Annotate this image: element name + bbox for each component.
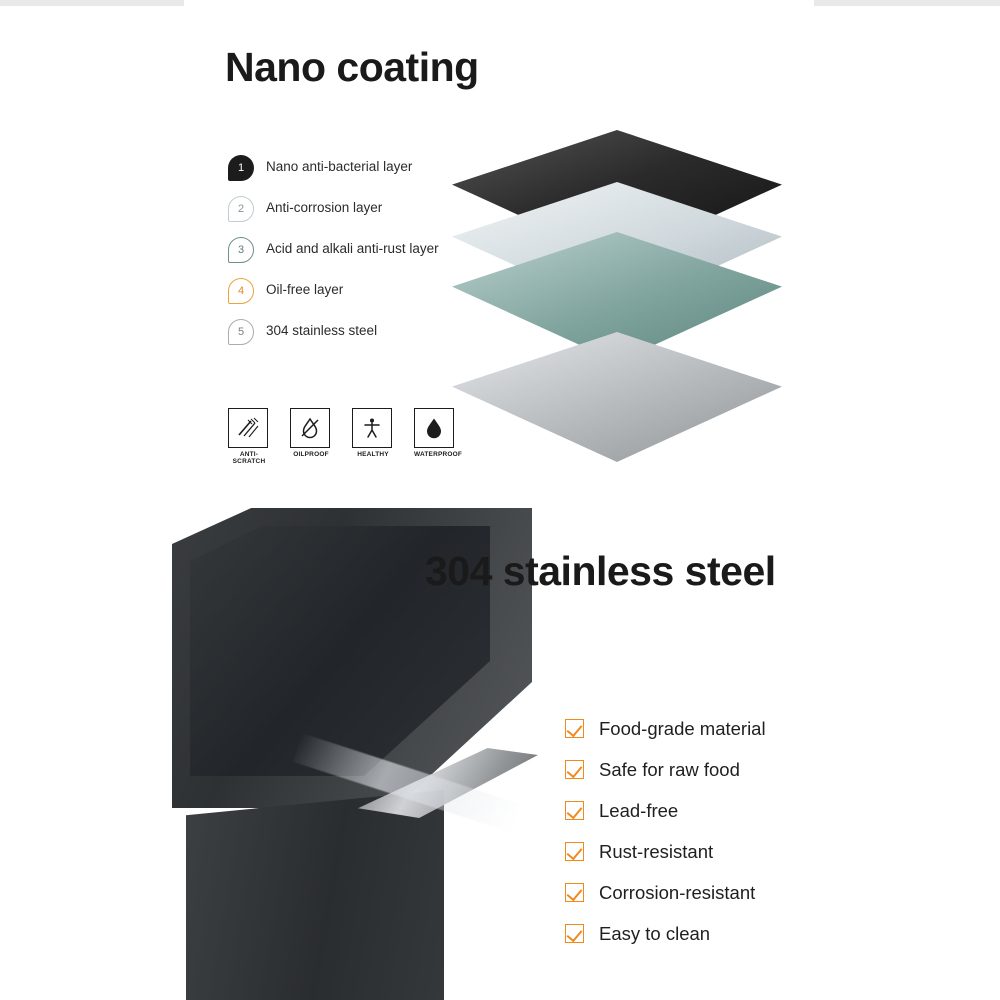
list-item [228,319,488,360]
check-icon [565,883,584,902]
list-item [565,831,766,872]
feature-label: Lead-free [599,799,679,821]
check-icon [565,760,584,779]
nano-layer-legend [228,155,488,360]
page-title-steel: 304 stainless steel [425,548,776,594]
layer-label-3: Acid and alkali anti-rust layer [266,241,439,256]
list-item [565,872,766,913]
layer-badge-1: 1 [228,155,254,181]
check-icon [565,801,584,820]
section-304-stainless-steel [0,500,1000,1000]
check-icon [565,719,584,738]
layer-label-5: 304 stainless steel [266,323,378,338]
feature-label: Corrosion-resistant [599,881,756,903]
waterproof-icon [414,408,454,448]
layer-badge-4: 4 [228,278,254,304]
anti-scratch-caption: ANTI-SCRATCH [232,451,266,466]
list-item [565,708,766,749]
layer-badge-3: 3 [228,237,254,263]
layer-badge-5: 5 [228,319,254,345]
list-item [565,913,766,954]
layer-stack-diagram [452,120,802,430]
feature-label: Easy to clean [599,922,711,944]
healthy-icon [352,408,392,448]
feature-label: Safe for raw food [599,758,740,780]
steel-feature-list [565,708,766,954]
check-icon [565,842,584,861]
healthy-caption: HEALTHY [357,451,389,458]
feature-icon-oilproof [290,408,332,466]
list-item [565,790,766,831]
layer-label-2: Anti-corrosion layer [266,200,383,215]
list-item [565,749,766,790]
oilproof-icon [290,408,330,448]
feature-icon-healthy [352,408,394,466]
sink-front-panel [186,790,444,1000]
waterproof-caption: WATERPROOF [414,451,463,458]
feature-label: Rust-resistant [599,840,714,862]
feature-icon-row [228,408,463,466]
feature-icon-waterproof [414,408,463,466]
layer-label-4: Oil-free layer [266,282,344,297]
check-icon [565,924,584,943]
oilproof-caption: OILPROOF [293,451,329,458]
list-item [228,237,488,278]
feature-icon-anti-scratch [228,408,270,466]
page-title-nano: Nano coating [225,44,479,90]
layer-badge-2: 2 [228,196,254,222]
anti-scratch-icon [228,408,268,448]
list-item [228,278,488,319]
list-item [228,196,488,237]
feature-label: Food-grade material [599,717,766,739]
list-item [228,155,488,196]
layer-label-1: Nano anti-bacterial layer [266,159,413,174]
